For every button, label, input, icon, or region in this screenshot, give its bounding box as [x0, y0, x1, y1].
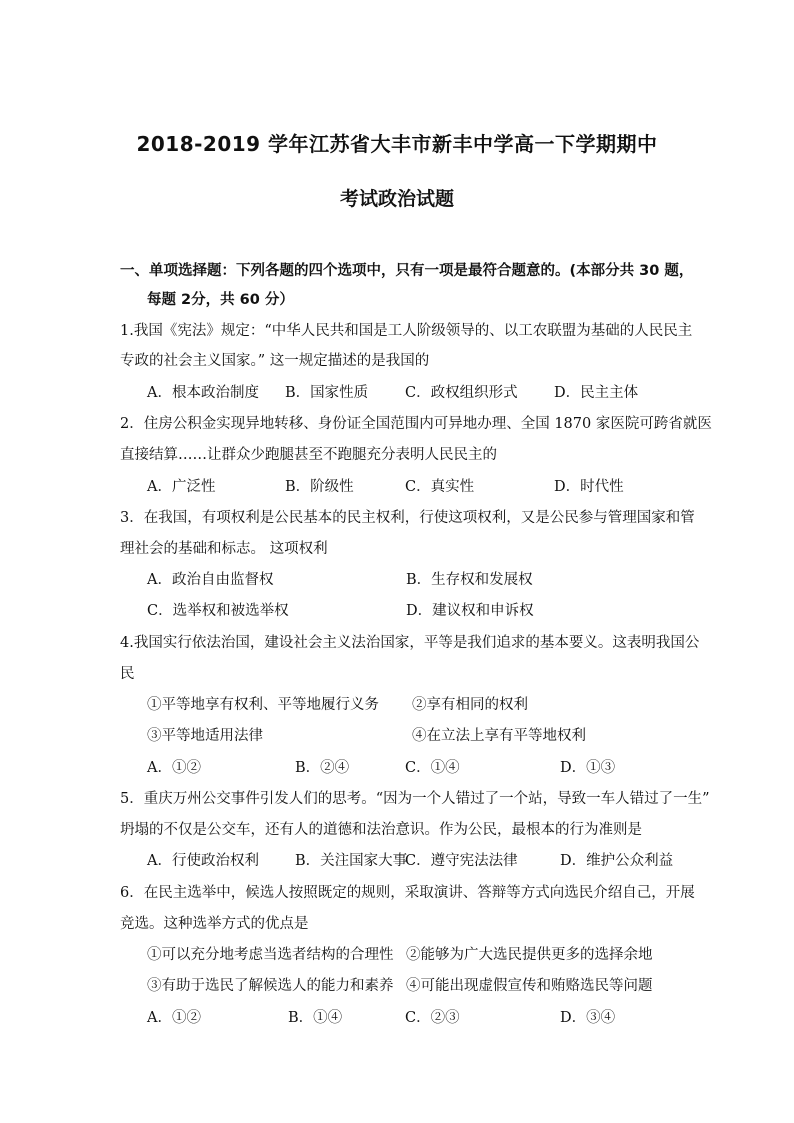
question-2-option-c: C．真实性 [405, 479, 475, 495]
question-6-option-d: D．③④ [560, 1010, 616, 1026]
question-4-stem-line2: 民 [120, 666, 135, 682]
question-3-option-d: D．建议权和申诉权 [406, 603, 534, 619]
question-5-option-c: C．遵守宪法法律 [405, 853, 518, 869]
question-6-option-a: A．①② [147, 1010, 201, 1026]
exam-title-line1: 2018-2019 学年江苏省大丰市新丰中学高一下学期期中 [136, 132, 658, 156]
question-5-option-b: B．关注国家大事 [295, 853, 408, 869]
question-1-option-d: D．民主主体 [554, 385, 639, 401]
question-6-stem-line2: 竞选。这种选举方式的优点是 [120, 916, 309, 932]
question-5-stem-line2: 坍塌的不仅是公交车，还有人的道德和法治意识。作为公民，最根本的行为准则是 [120, 822, 642, 838]
question-4-option-a: A．①② [147, 760, 201, 776]
question-1-stem-line1: 1.我国《宪法》规定：“中华人民共和国是工人阶级领导的、以工农联盟为基础的人民民主 [120, 323, 693, 339]
question-2-option-a: A．广泛性 [147, 479, 216, 495]
question-3-option-b: B．生存权和发展权 [406, 572, 533, 588]
question-4-stem-line1: 4.我国实行依法治国，建设社会主义法治国家，平等是我们追求的基本要义。这表明我国公 [120, 635, 700, 651]
question-3-stem-line2: 理社会的基础和标志。 这项权利 [120, 541, 328, 557]
question-2-option-d: D．时代性 [554, 479, 624, 495]
question-3-option-c: C．选举权和被选举权 [147, 603, 289, 619]
question-4-statement-4: ④在立法上享有平等地权利 [412, 728, 586, 744]
question-6-statement-3: ③有助于选民了解候选人的能力和素养 [147, 978, 394, 994]
question-5-option-d: D．维护公众利益 [560, 853, 674, 869]
question-6-stem-line1: 6．在民主选举中，候选人按照既定的规则，采取演讲、答辩等方式向选民介绍自己，开展 [120, 885, 695, 901]
question-5-stem-line1: 5．重庆万州公交事件引发人们的思考。“因为一个人错过了一个站，导致一车人错过了一生” [120, 791, 710, 807]
section-heading-line1: 一、单项选择题：下列各题的四个选项中，只有一项是最符合题意的。(本部分共 30 题， [120, 263, 694, 279]
question-1-option-a: A．根本政治制度 [147, 385, 259, 401]
question-6-option-c: C．②③ [405, 1010, 460, 1026]
section-heading-line2: 每题 2分，共 60 分） [147, 292, 294, 308]
question-1-stem-line2: 专政的社会主义国家。” 这一规定描述的是我国的 [120, 353, 430, 369]
question-4-option-c: C．①④ [405, 760, 460, 776]
question-2-stem-line2: 直接结算……让群众少跑腿甚至不跑腿充分表明人民民主的 [120, 447, 497, 463]
question-1-option-b: B．国家性质 [285, 385, 369, 401]
question-6-statement-2: ②能够为广大选民提供更多的选择余地 [406, 947, 653, 963]
question-4-option-b: B．②④ [295, 760, 350, 776]
question-6-statement-4: ④可能出现虚假宣传和贿赂选民等问题 [406, 978, 653, 994]
question-5-option-a: A．行使政治权利 [147, 853, 259, 869]
question-4-statement-3: ③平等地适用法律 [147, 728, 263, 744]
exam-title-line2: 考试政治试题 [339, 188, 454, 210]
question-6-statement-1: ①可以充分地考虑当选者结构的合理性 [147, 947, 394, 963]
question-4-option-d: D．①③ [560, 760, 616, 776]
question-3-stem-line1: 3．在我国，有项权利是公民基本的民主权利，行使这项权利，又是公民参与管理国家和管 [120, 510, 695, 526]
question-1-option-c: C．政权组织形式 [405, 385, 518, 401]
question-4-statement-1: ①平等地享有权利、平等地履行义务 [147, 697, 379, 713]
question-2-stem-line1: 2．住房公积金实现异地转移、身份证全国范围内可异地办理、全国 1870 家医院可跨省就医 [120, 416, 712, 432]
question-3-option-a: A．政治自由监督权 [147, 572, 274, 588]
question-2-option-b: B．阶级性 [285, 479, 354, 495]
question-6-option-b: B．①④ [288, 1010, 343, 1026]
question-4-statement-2: ②享有相同的权利 [412, 697, 528, 713]
